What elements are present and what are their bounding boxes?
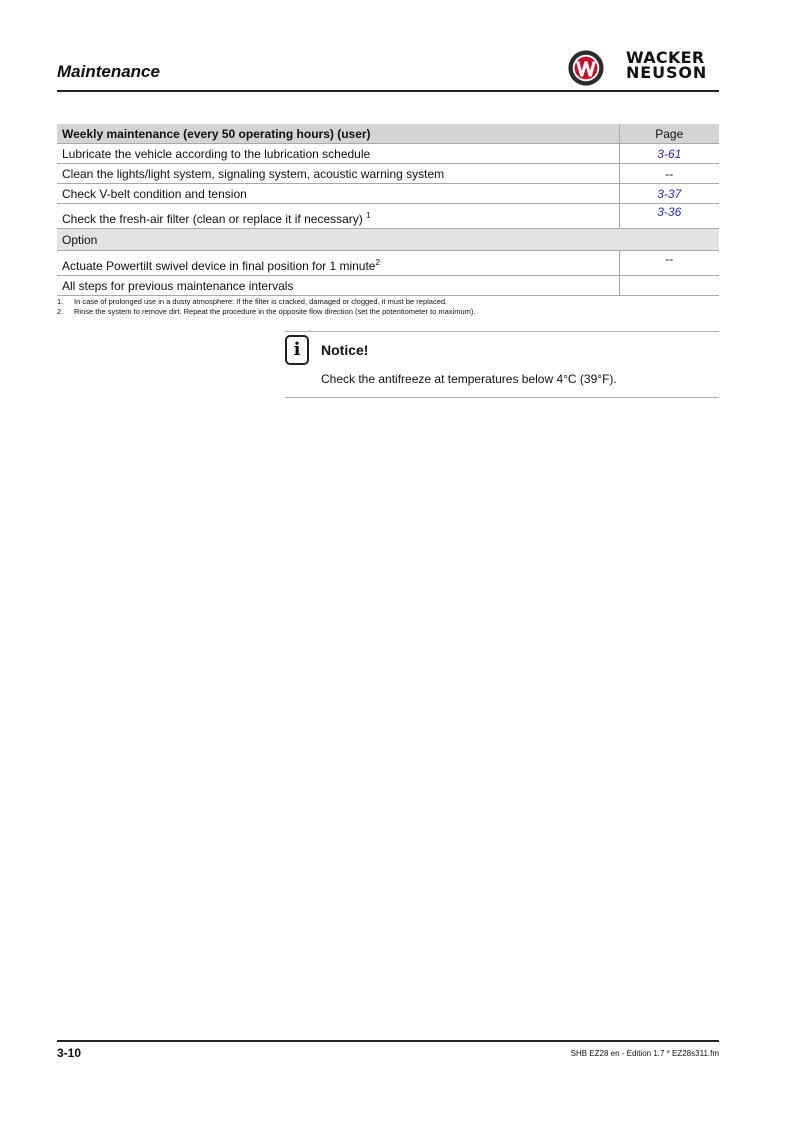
footnote-number: 2. bbox=[57, 307, 64, 316]
notice-text: Check the antifreeze at temperatures below 4°C (39°F). bbox=[321, 372, 617, 386]
footnote bbox=[57, 297, 719, 307]
table-row bbox=[57, 144, 719, 164]
footnotes bbox=[57, 297, 719, 317]
maintenance-table bbox=[57, 124, 719, 296]
table-row bbox=[57, 184, 719, 204]
footer-divider bbox=[57, 1040, 719, 1042]
section-title: Maintenance bbox=[57, 62, 160, 81]
footnote-text: In case of prolonged use in a dusty atmosphere: If the filter is cracked, damaged or clogged, it must be replaced. bbox=[74, 297, 448, 306]
logo-line-1: WACKER bbox=[626, 48, 705, 67]
task-cell: Clean the lights/light system, signaling system, acoustic warning system bbox=[57, 164, 619, 184]
task-cell: Check V-belt condition and tension bbox=[57, 184, 619, 204]
table-row bbox=[57, 251, 719, 276]
brand-logo-text bbox=[626, 50, 722, 80]
page-cell: -- bbox=[619, 164, 719, 184]
notice-title: Notice! bbox=[321, 342, 369, 358]
header-divider bbox=[57, 90, 719, 92]
task-cell: All steps for previous maintenance intervals bbox=[57, 276, 619, 296]
table-header-task: Weekly maintenance (every 50 operating hours) (user) bbox=[57, 124, 619, 144]
table-row bbox=[57, 164, 719, 184]
page-number: 3-10 bbox=[57, 1046, 82, 1060]
table-row bbox=[57, 204, 719, 229]
option-header-row bbox=[57, 229, 719, 251]
page-cell: -- bbox=[619, 251, 719, 276]
task-text: Actuate Powertilt swivel device in final position for 1 minute bbox=[62, 259, 376, 273]
task-text: Check the fresh-air filter (clean or replace it if necessary) bbox=[62, 212, 363, 226]
info-icon: i bbox=[285, 335, 309, 365]
footnote-text: Rinse the system to remove dirt. Repeat the procedure in the opposite flow direction (set the potentiometer to maximum). bbox=[74, 307, 476, 316]
document-info: SHB EZ28 en - Edition 1.7 * EZ28s311.fm bbox=[570, 1049, 719, 1058]
page-link[interactable]: 3-36 bbox=[657, 205, 682, 219]
page-link[interactable]: 3-61 bbox=[657, 146, 682, 161]
table-header-row bbox=[57, 124, 719, 144]
page-link[interactable]: 3-37 bbox=[657, 186, 682, 201]
notice-divider-top bbox=[285, 331, 719, 332]
task-cell bbox=[57, 251, 619, 276]
task-cell bbox=[57, 204, 619, 229]
table-row bbox=[57, 276, 719, 296]
task-cell: Lubricate the vehicle according to the lubrication schedule bbox=[57, 144, 619, 164]
footnote-number: 1. bbox=[57, 297, 64, 306]
notice-divider-bottom bbox=[285, 397, 719, 398]
footnote bbox=[57, 307, 719, 317]
footnote-ref: 1 bbox=[366, 211, 371, 220]
page-cell bbox=[619, 276, 719, 296]
wacker-neuson-logo-icon bbox=[567, 49, 605, 87]
footnote-ref: 2 bbox=[375, 258, 380, 267]
table-header-page: Page bbox=[619, 124, 719, 144]
logo-line-2: NEUSON bbox=[626, 63, 708, 82]
option-label: Option bbox=[57, 229, 719, 251]
